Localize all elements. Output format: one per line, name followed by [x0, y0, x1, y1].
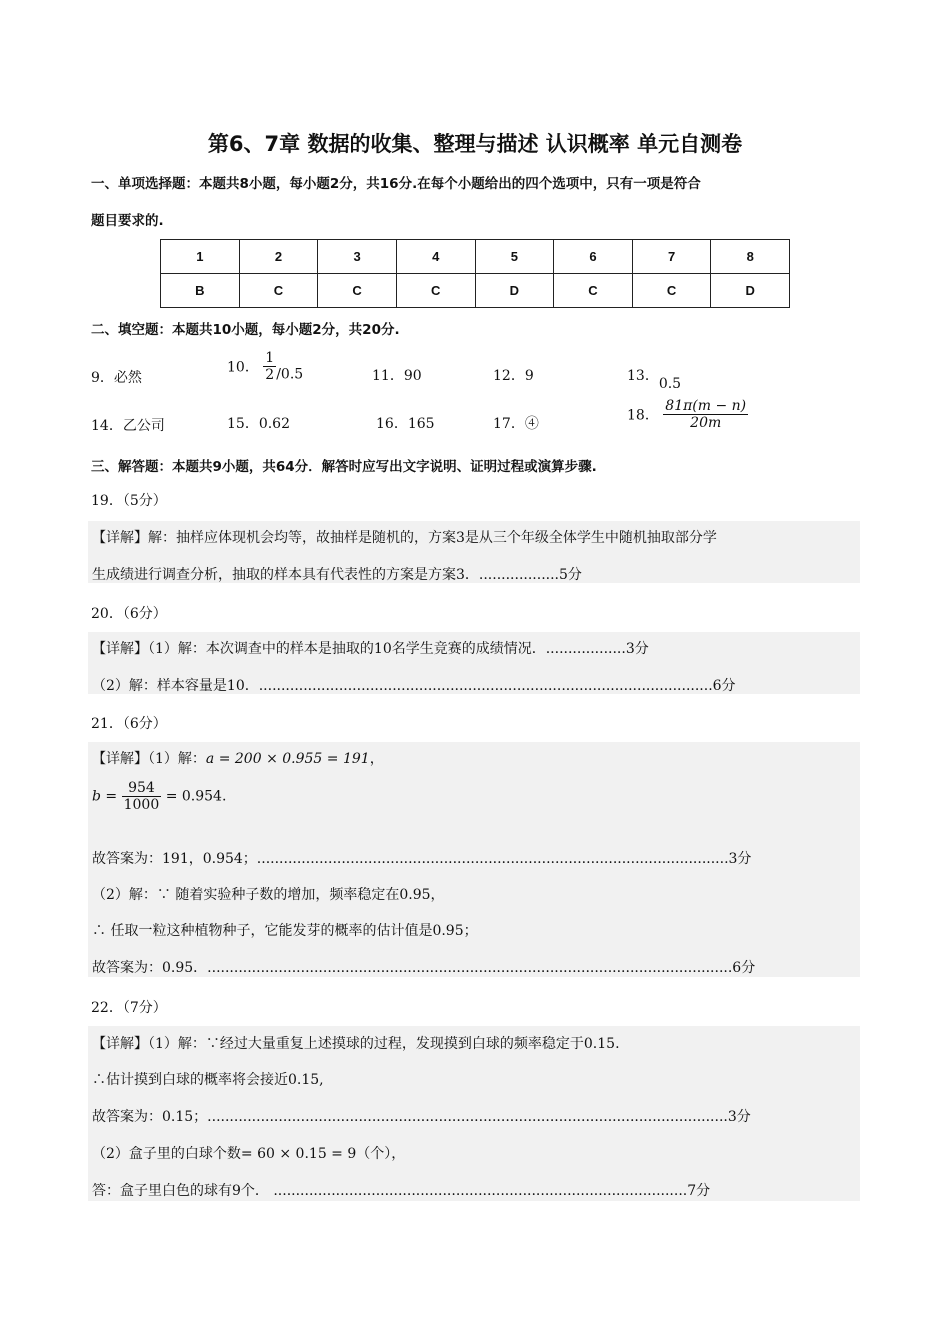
answer-table-numbers-row — [161, 240, 790, 274]
table-cell: D — [711, 274, 790, 308]
table-cell: 2 — [239, 240, 318, 274]
solution-line: （2）解：样本容量是10．......................................................................................................6分 — [92, 678, 736, 694]
table-cell: C — [318, 274, 397, 308]
solution-line: 故答案为：0.15；.....................................................................................................................3分 — [92, 1109, 751, 1125]
solution-line: 答：盒子里白色的球有9个． .............................................................................................7分 — [92, 1183, 711, 1199]
fraction: $\frac{954}{1000}$ — [123, 780, 160, 813]
section2-heading: 二、填空题：本题共10小题，每小题2分，共20分. — [91, 322, 400, 338]
fill-q15: 15．0.62 — [227, 416, 290, 432]
solution-line: ∴估计摸到白球的概率将会接近0.15, — [92, 1072, 324, 1088]
table-cell: 6 — [554, 240, 633, 274]
fill-q14: 14．乙公司 — [91, 418, 165, 434]
fill-q9: 9．必然 — [91, 370, 142, 386]
fill-q18: 18． $\frac{81\pi(m - n)}{20m}$ — [627, 398, 747, 431]
q22-heading: 22．（7分） — [91, 1000, 167, 1016]
page-title: 第6、7章 数据的收集、整理与描述 认识概率 单元自测卷 — [207, 132, 743, 156]
fill-q10: 10． $\frac{1}{2}$ /0.5 — [227, 350, 304, 383]
table-cell: C — [632, 274, 711, 308]
q20-solution-box — [88, 632, 860, 694]
fill-q17: 17．④ — [493, 416, 539, 432]
fill-q13: 13．0.5 — [627, 368, 682, 392]
fill-q16: 16．165 — [376, 416, 435, 432]
table-cell: 5 — [475, 240, 554, 274]
solution-line: 【详解】（1）解：本次调查中的样本是抽取的10名学生竞赛的成绩情况．..................3分 — [92, 641, 649, 657]
section3-heading: 三、解答题：本题共9小题，共64分．解答时应写出文字说明、证明过程或演算步骤. — [91, 459, 597, 475]
q19-solution-box — [88, 521, 860, 583]
table-cell: B — [161, 274, 240, 308]
section1-heading-line2: 题目要求的. — [91, 213, 164, 229]
solution-line: 【详解】解：抽样应体现机会均等，故抽样是随机的，方案3是从三个年级全体学生中随机抽取部分学 — [92, 530, 717, 546]
q21-heading: 21．（6分） — [91, 716, 167, 732]
solution-line: ∴ 任取一粒这种植物种子，它能发芽的概率的估计值是0.95； — [92, 923, 478, 939]
table-cell: C — [396, 274, 475, 308]
q21-solution-box — [88, 742, 860, 977]
fraction: $\frac{81\pi(m - n)}{20m}$ — [665, 398, 747, 431]
solution-line: （2）解：∵ 随着实验种子数的增加，频率稳定在0.95， — [92, 887, 445, 903]
fill-q12: 12．9 — [493, 368, 534, 384]
table-cell: C — [239, 274, 318, 308]
answer-table-answers-row — [161, 274, 790, 308]
solution-line: 生成绩进行调查分析，抽取的样本具有代表性的方案是方案3．..................5分 — [92, 567, 582, 583]
table-cell: C — [554, 274, 633, 308]
fraction: $\frac{1}{2}$ — [265, 350, 275, 383]
answer-table — [160, 239, 790, 308]
solution-line: 故答案为：0.95．......................................................................................................................6分 — [92, 960, 756, 976]
solution-line: 故答案为：191，0.954；..........................................................................................................3分 — [92, 851, 752, 867]
table-cell: 8 — [711, 240, 790, 274]
solution-line: b = $\frac{954}{1000}$ = 0.954. — [92, 780, 227, 813]
table-cell: 7 — [632, 240, 711, 274]
solution-line: 【详解】（1）解：a = 200 × 0.955 = 191， — [92, 751, 384, 767]
fill-q11: 11．90 — [372, 368, 422, 384]
q20-heading: 20．（6分） — [91, 606, 167, 622]
table-cell: D — [475, 274, 554, 308]
table-cell: 4 — [396, 240, 475, 274]
table-cell: 3 — [318, 240, 397, 274]
table-cell: 1 — [161, 240, 240, 274]
q22-solution-box — [88, 1026, 860, 1201]
section1-heading-line1: 一、单项选择题：本题共8小题，每小题2分，共16分.在每个小题给出的四个选项中，只有一项是符合 — [91, 176, 701, 192]
solution-line: 【详解】（1）解：∵经过大量重复上述摸球的过程，发现摸到白球的频率稳定于0.15. — [92, 1036, 620, 1052]
q19-heading: 19．（5分） — [91, 493, 167, 509]
solution-line: （2）盒子里的白球个数= 60 × 0.15 = 9（个）， — [92, 1146, 406, 1162]
